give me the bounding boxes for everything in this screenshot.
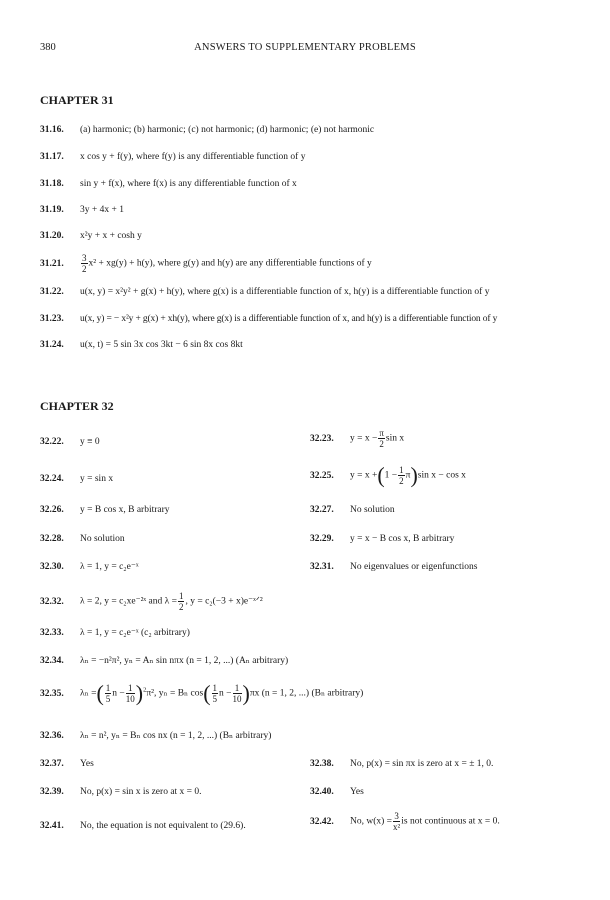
answer-text: No, the equation is not equivalent to (29.6).: [80, 821, 246, 831]
answer-number: 32.22.: [40, 437, 64, 447]
answer-31-17: [40, 151, 305, 163]
answer-32-33: [40, 627, 190, 639]
answer-32-39: [40, 786, 202, 798]
page-number: 380: [40, 42, 56, 53]
answer-number: 31.18.: [40, 179, 64, 189]
fraction: $\frac{3}{2}$: [82, 253, 87, 274]
answer-text: λₙ = n², yₙ = Bₙ cos nx (n = 1, 2, ...) (Bₙ arbitrary): [80, 731, 272, 741]
answer-32-23: 32.23. y = x − $\frac{\pi}{2}$ sin x: [310, 428, 405, 449]
answer-number: 31.17.: [40, 152, 64, 162]
answer-text: No solution: [80, 534, 125, 544]
answer-32-38: [310, 758, 493, 770]
answer-number: 31.24.: [40, 340, 64, 350]
fraction: $\frac{3}{\text{x²}}$: [393, 811, 401, 832]
open-paren: (: [96, 680, 104, 706]
answer-text: u(x, y) = x²y² + g(x) + h(y), where g(x) is a differentiable function of x, h(y) is a differentiable function of y: [80, 287, 490, 297]
answer-text: (a) harmonic; (b) harmonic; (c) not harmonic; (d) harmonic; (e) not harmonic: [80, 125, 375, 135]
answer-31-24: [40, 339, 243, 351]
answer-text: 3y + 4x + 1: [80, 205, 124, 215]
close-paren: ): [135, 680, 144, 706]
answer-number: 32.28.: [40, 534, 64, 544]
answer-number: 32.27.: [310, 505, 334, 515]
answer-number: 32.31.: [310, 562, 334, 572]
answer-number: 32.29.: [310, 534, 334, 544]
answer-number: 32.37.: [40, 759, 64, 769]
close-paren: ): [242, 680, 250, 706]
answer-number: 32.40.: [310, 787, 334, 797]
answer-number: 31.16.: [40, 125, 64, 135]
answer-32-29: [310, 533, 454, 545]
open-paren: (: [203, 680, 211, 706]
chapter-31-heading: CHAPTER 31: [40, 93, 114, 107]
answer-text: λ = 1, y = c₂e⁻ˣ (c₂ arbitrary): [80, 628, 190, 638]
answer-31-22: [40, 286, 489, 298]
answer-number: 32.23.: [310, 433, 334, 444]
answer-32-40: [310, 786, 364, 798]
answer-number: 32.30.: [40, 562, 64, 572]
answer-32-22: [40, 436, 100, 448]
fraction: $\frac{1}{2}$: [399, 465, 404, 486]
answer-32-37: [40, 758, 94, 770]
answer-number: 31.22.: [40, 287, 64, 297]
answer-31-23: [40, 313, 497, 325]
answer-text: Yes: [350, 787, 364, 797]
answer-text: u(x, y) = − x²y + g(x) + xh(y), where g(x) is a differentiable function of x, and h(y) is a differentiable function of y: [80, 314, 498, 324]
answer-number: 32.38.: [310, 759, 334, 769]
answer-32-30: [40, 561, 139, 573]
open-paren: (: [377, 462, 385, 488]
answer-number: 32.32.: [40, 596, 64, 607]
answer-32-24: [40, 473, 113, 485]
answer-32-31: [310, 561, 477, 573]
answer-32-35: 32.35. λₙ =( $\frac{1}{5}$ n − $\frac{1}{10}$ )$^2$π², yₙ = Bₙ cos( $\frac{1}{5}$ n − $\frac{1}{10}$ )πx (n = 1, 2, ...) (Bₙ arbitrary): [40, 680, 364, 706]
answer-number: 32.41.: [40, 821, 64, 831]
answer-text: No eigenvalues or eigenfunctions: [350, 562, 478, 572]
running-title: ANSWERS TO SUPPLEMENTARY PROBLEMS: [194, 42, 416, 53]
chapter-32-heading: CHAPTER 32: [40, 399, 114, 413]
answer-number: 32.42.: [310, 816, 334, 827]
close-paren: ): [410, 462, 418, 488]
answer-31-21: [40, 253, 372, 274]
answer-text: x cos y + f(y), where f(y) is any differentiable function of y: [80, 152, 306, 162]
answer-number: 32.34.: [40, 656, 64, 666]
answer-32-27: [310, 504, 395, 516]
answer-31-19: [40, 204, 124, 216]
answer-number: 32.25.: [310, 470, 334, 481]
answer-text: y = B cos x, B arbitrary: [80, 505, 170, 515]
fraction: $\frac{\pi}{2}$: [379, 428, 384, 449]
answer-number: 32.35.: [40, 688, 64, 699]
answer-text: No, p(x) = sin x is zero at x = 0.: [80, 787, 202, 797]
answer-number: 32.26.: [40, 505, 64, 515]
answer-number: 31.19.: [40, 205, 64, 215]
answer-text: y = sin x: [80, 474, 114, 484]
answer-text: x²y + x + cosh y: [80, 231, 142, 241]
answer-32-34: [40, 655, 288, 667]
answer-text: No, p(x) = sin πx is zero at x = ± 1, 0.: [350, 759, 494, 769]
answer-number: 32.33.: [40, 628, 64, 638]
answer-number: 32.36.: [40, 731, 64, 741]
answer-32-28: [40, 533, 125, 545]
answer-text: sin y + f(x), where f(x) is any differentiable function of x: [80, 179, 297, 189]
fraction: $\frac{1}{2}$: [178, 591, 184, 612]
answer-number: 32.39.: [40, 787, 64, 797]
answer-31-16: [40, 124, 374, 136]
answer-text: Yes: [80, 759, 94, 769]
answer-32-25: 32.25. y = x +(1 − $\frac{1}{2}$ π)sin x − cos x: [310, 462, 466, 488]
fraction: $\frac{1}{5}$: [212, 683, 218, 704]
answer-text: λₙ = −n²π², yₙ = Aₙ sin nπx (n = 1, 2, ...) (Aₙ arbitrary): [80, 656, 289, 666]
answer-number: 31.20.: [40, 231, 64, 241]
answer-number: 32.24.: [40, 474, 64, 484]
fraction: $\frac{1}{10}$: [125, 683, 135, 704]
answer-text: u(x, t) = 5 sin 3x cos 3kt − 6 sin 8x cos 8kt: [80, 340, 243, 350]
answer-number: 31.23.: [40, 314, 64, 324]
answer-32-42: 32.42. No, w(x) = $\frac{3}{\text{x²}}$ is not continuous at x = 0.: [310, 811, 500, 832]
answer-32-32: 32.32. λ = 2, y = c₂xe⁻²ˣ and λ = $\frac{1}{2}$ , y = c₂(−3 + x)e⁻ˣᐟ²: [40, 591, 263, 612]
answer-text: x² + xg(y) + h(y), where g(y) and h(y) are any differentiable functions of y: [88, 258, 372, 269]
answer-31-20: [40, 230, 142, 242]
squared-exponent: 2: [143, 686, 147, 694]
answer-number: 31.21.: [40, 258, 64, 269]
answer-text: λ = 1, y = c₂e⁻ˣ: [80, 562, 139, 572]
answer-text: y ≡ 0: [80, 437, 100, 447]
fraction: $\frac{1}{5}$: [105, 683, 111, 704]
answer-text: No solution: [350, 505, 395, 515]
answer-32-36: [40, 730, 271, 742]
answer-32-26: [40, 504, 170, 516]
fraction: $\frac{1}{10}$: [232, 683, 242, 704]
answer-32-41: [40, 820, 246, 832]
answer-31-18: [40, 178, 297, 190]
answer-text: y = x − B cos x, B arbitrary: [350, 534, 455, 544]
